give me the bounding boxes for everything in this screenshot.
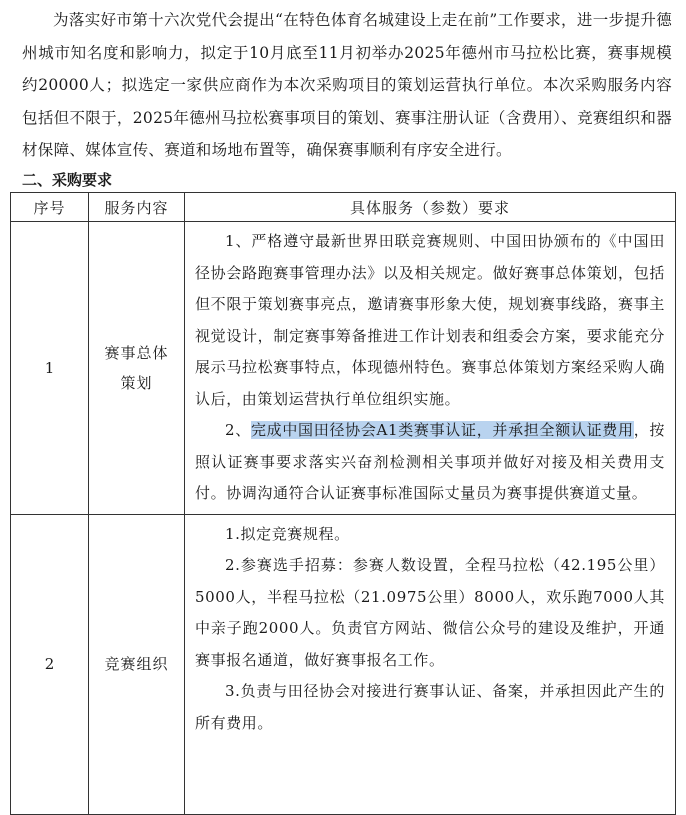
table-row (11, 222, 676, 515)
requirement-prefix: 2、 (225, 421, 251, 439)
highlighted-text[interactable]: 完成中国田径协会A1类赛事认证，并承担全额认证费用 (250, 421, 634, 439)
requirement-paragraph: 3.负责与田径协会对接进行赛事认证、备案，并承担因此产生的所有费用。 (195, 682, 665, 732)
requirement-paragraph: 2.参赛选手招募：参赛人数设置，全程马拉松（42.195公里）5000人，半程马拉松（21.0975公里）8000人，欢乐跑7000人其中亲子跑2000人。负责官方网站、微信公众号的建设及维护，开通赛事报名通道，做好赛事报名工作。 (195, 556, 665, 669)
requirement-paragraph: 1、严格遵守最新世界田联竞赛规则、中国田协颁布的《中国田径协会路跑赛事管理办法》以及相关规定。做好赛事总体策划，包括但不限于策划赛事亮点，邀请赛事形象大使，规划赛事线路，赛事主视觉设计，制定赛事筹备推进工作计划表和组委会方案，要求能充分展示马拉松赛事特点，体现德州特色。赛事总体策划方案经采购人确认后，由策划运营执行单位组织实施。 (195, 232, 665, 408)
row-service-content: 竞赛组织 (89, 514, 185, 814)
requirement-text: ，按照认证赛事要求落实兴奋剂检测相关事项并做好对接及相关费用支付。协调沟通符合认证赛事标准国际丈量员为赛事提供赛道丈量。 (195, 421, 666, 502)
table-header-row (11, 193, 676, 222)
row-requirement (185, 514, 676, 814)
row-requirement (185, 222, 676, 515)
intro-paragraph: 为落实好市第十六次党代会提出“在特色体育名城建设上走在前”工作要求，进一步提升德州城市知名度和影响力，拟定于10月底至11月初举办2025年德州市马拉松比赛，赛事规模约20000人；拟选定一家供应商作为本次采购项目的策划运营执行单位。本次采购服务内容包括但不限于，2025年德州马拉松赛事项目的策划、赛事注册认证（含费用）、竞赛组织和器材保障、媒体宣传、赛道和场地布置等，确保赛事顺利有序安全进行。 (22, 11, 672, 159)
row-number: 1 (11, 222, 89, 515)
requirement-paragraph: 1.拟定竞赛规程。 (225, 524, 350, 543)
header-service-content: 服务内容 (89, 193, 185, 222)
header-requirement: 具体服务（参数）要求 (185, 193, 676, 222)
requirements-table (10, 192, 676, 815)
row-number: 2 (11, 514, 89, 814)
requirement-paragraph (195, 415, 665, 510)
section-heading: 二、采购要求 (22, 171, 113, 189)
table-row (11, 514, 676, 814)
header-no: 序号 (11, 193, 89, 222)
row-service-content: 赛事总体策划 (89, 222, 185, 515)
